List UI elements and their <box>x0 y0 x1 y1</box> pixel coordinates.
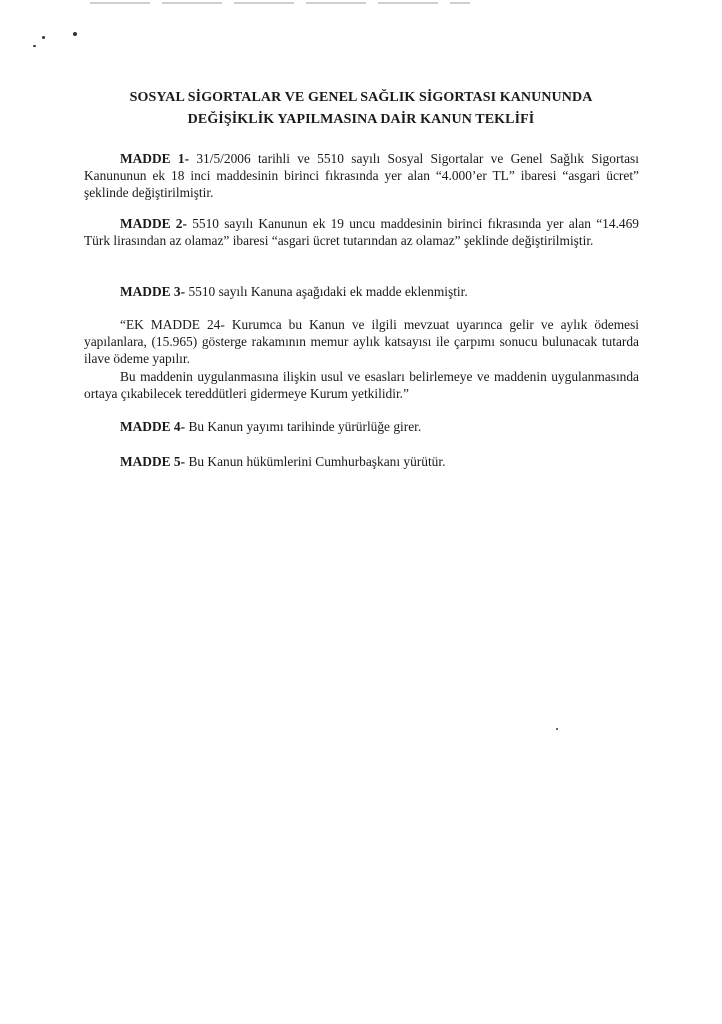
article-1-text: 31/5/2006 tarihli ve 5510 sayılı Sosyal Sigortalar ve Genel Sağlık Sigortası Kanununun ek 18 inci maddesinin birinci fıkrasında yer alan “4.000’er TL” ibaresi “asgari ücret” şeklinde değiştirilmiştir. <box>84 151 639 200</box>
article-1-heading: MADDE 1- <box>120 151 190 166</box>
ek-madde-24-paragraph-2: Bu maddenin uygulanmasına ilişkin usul ve esasları belirlemeye ve maddenin uygulanmasında ortaya çıkabilecek tereddütleri gidermeye Kurum yetkilidir.” <box>84 369 639 401</box>
document-title-line-1: SOSYAL SİGORTALAR VE GENEL SAĞLIK SİGORTASI KANUNUNDA <box>129 90 593 105</box>
article-4-heading: MADDE 4- <box>120 419 186 434</box>
article-3-text: 5510 sayılı Kanuna aşağıdaki ek madde eklenmiştir. <box>185 284 468 299</box>
document-title-line-2: DEĞİŞİKLİK YAPILMASINA DAİR KANUN TEKLİFİ <box>187 112 535 127</box>
scan-speck <box>73 32 77 36</box>
article-1 <box>84 150 639 201</box>
ek-madde-24-paragraph-1: “EK MADDE 24- Kurumca bu Kanun ve ilgili mevzuat uyarınca gelir ve aylık ödemesi yapılanlara, (15.965) gösterge rakamının memur aylık katsayısı ile çarpımı sonucu bulunacak tutarda ilave ödeme yapılır. <box>84 317 639 366</box>
scan-speck <box>556 728 558 730</box>
article-2-heading: MADDE 2- <box>120 216 187 231</box>
article-4 <box>84 418 639 435</box>
article-5-heading: MADDE 5- <box>120 454 186 469</box>
article-2 <box>84 215 639 249</box>
article-4-text: Bu Kanun yayımı tarihinde yürürlüğe girer. <box>185 419 422 434</box>
scan-speck <box>42 36 45 39</box>
article-5-text: Bu Kanun hükümlerini Cumhurbaşkanı yürütür. <box>185 454 446 469</box>
article-3 <box>84 283 639 300</box>
scan-artifact-top-border <box>90 2 470 4</box>
article-5 <box>84 453 639 470</box>
scan-speck <box>33 45 36 47</box>
article-2-text: 5510 sayılı Kanunun ek 19 uncu maddesinin birinci fıkrasında yer alan “14.469 Türk lirasından az olamaz” ibaresi “asgari ücret tutarından az olamaz” şeklinde değiştirilmiştir. <box>84 216 639 248</box>
article-3-heading: MADDE 3- <box>120 284 186 299</box>
